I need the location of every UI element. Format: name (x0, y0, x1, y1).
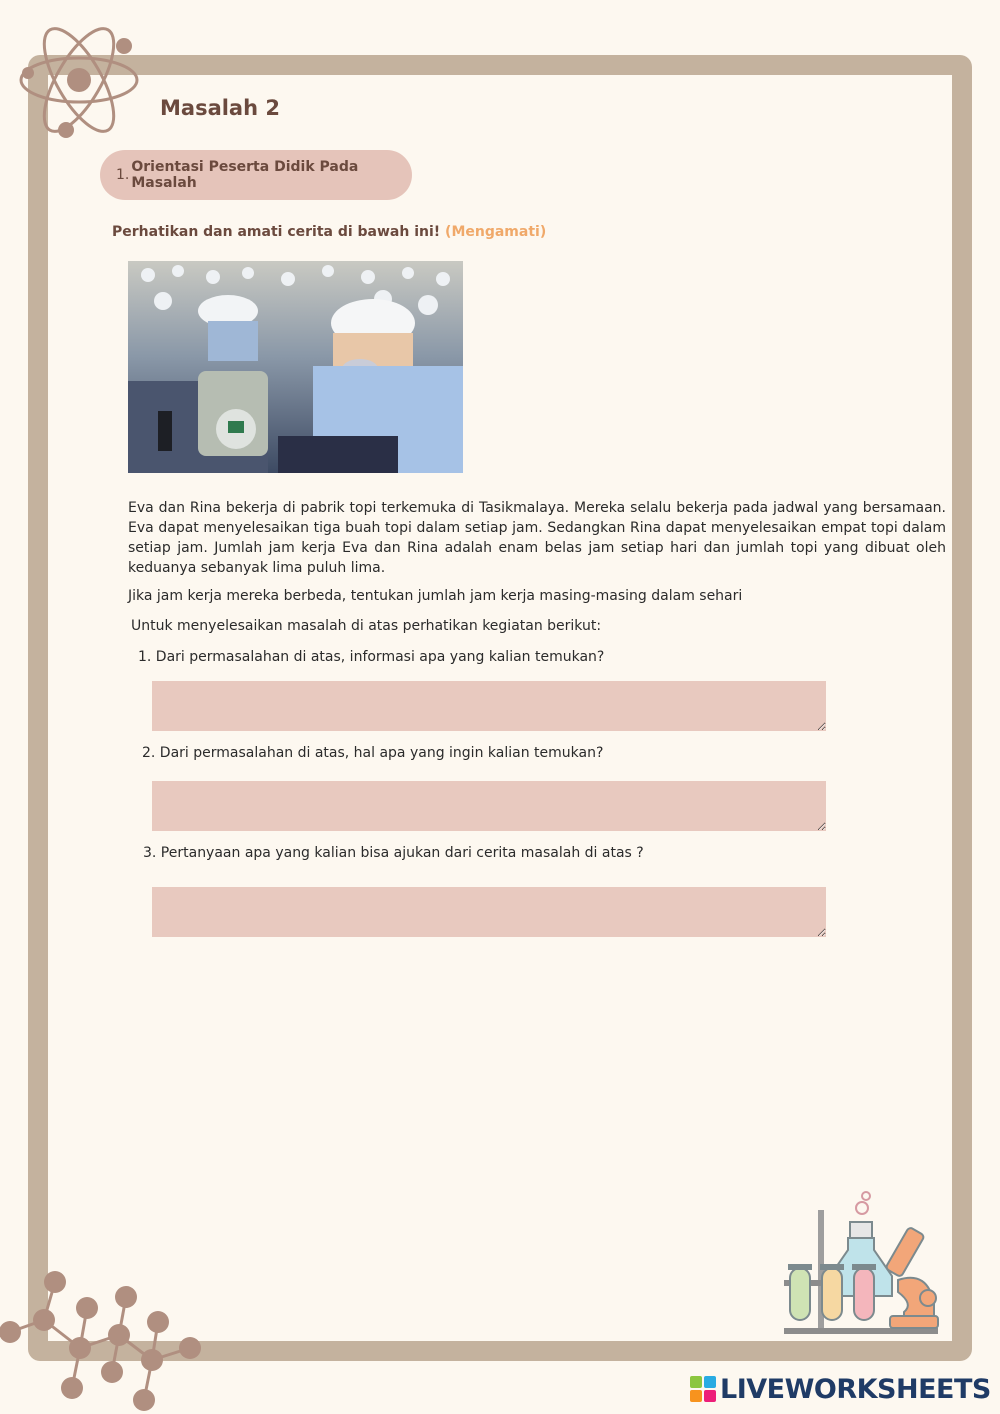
instruction-accent: (Mengamati) (445, 224, 547, 240)
liveworksheets-logo-icon (690, 1376, 716, 1402)
answer-box-2[interactable] (152, 781, 826, 831)
question-3: 3. Pertanyaan apa yang kalian bisa ajukan dari cerita masalah di atas ? (143, 845, 644, 861)
activity-intro: Untuk menyelesaikan masalah di atas perhatikan kegiatan berikut: (131, 618, 602, 634)
factory-photo (128, 261, 463, 473)
section-heading (100, 150, 412, 200)
instruction (112, 224, 546, 240)
lab-equipment-icon (778, 1188, 948, 1336)
liveworksheets-brand (690, 1373, 991, 1405)
instruction-text: Perhatikan dan amati cerita di bawah ini! (112, 224, 441, 240)
story-paragraph: Eva dan Rina bekerja di pabrik topi terkemuka di Tasikmalaya. Mereka selalu bekerja pada jadwal yang bersamaan. Eva dapat menyelesaikan tiga buah topi dalam setiap jam. Sedangkan Rina dapat menyelesaikan empat topi dalam setiap jam. Jumlah jam kerja Eva dan Rina adalah enam belas jam setiap hari dan jumlah topi yang dibuat oleh keduanya sebanyak lima puluh lima. (128, 500, 946, 576)
atom-icon (14, 18, 144, 148)
answer-box-1[interactable] (152, 681, 826, 731)
page-title: Masalah 2 (160, 96, 280, 120)
factory-workers-image (128, 261, 463, 473)
question-2: 2. Dari permasalahan di atas, hal apa yang ingin kalian temukan? (142, 745, 604, 761)
section-label: Orientasi Peserta Didik Pada Masalah (131, 159, 359, 191)
molecule-icon (0, 1260, 220, 1414)
brand-name: LIVEWORKSHEETS (720, 1373, 991, 1405)
problem-statement: Jika jam kerja mereka berbeda, tentukan jumlah jam kerja masing-masing dalam sehari (128, 588, 743, 604)
question-1: 1. Dari permasalahan di atas, informasi apa yang kalian temukan? (138, 649, 605, 665)
answer-box-3[interactable] (152, 887, 826, 937)
section-number: 1. (116, 167, 130, 183)
